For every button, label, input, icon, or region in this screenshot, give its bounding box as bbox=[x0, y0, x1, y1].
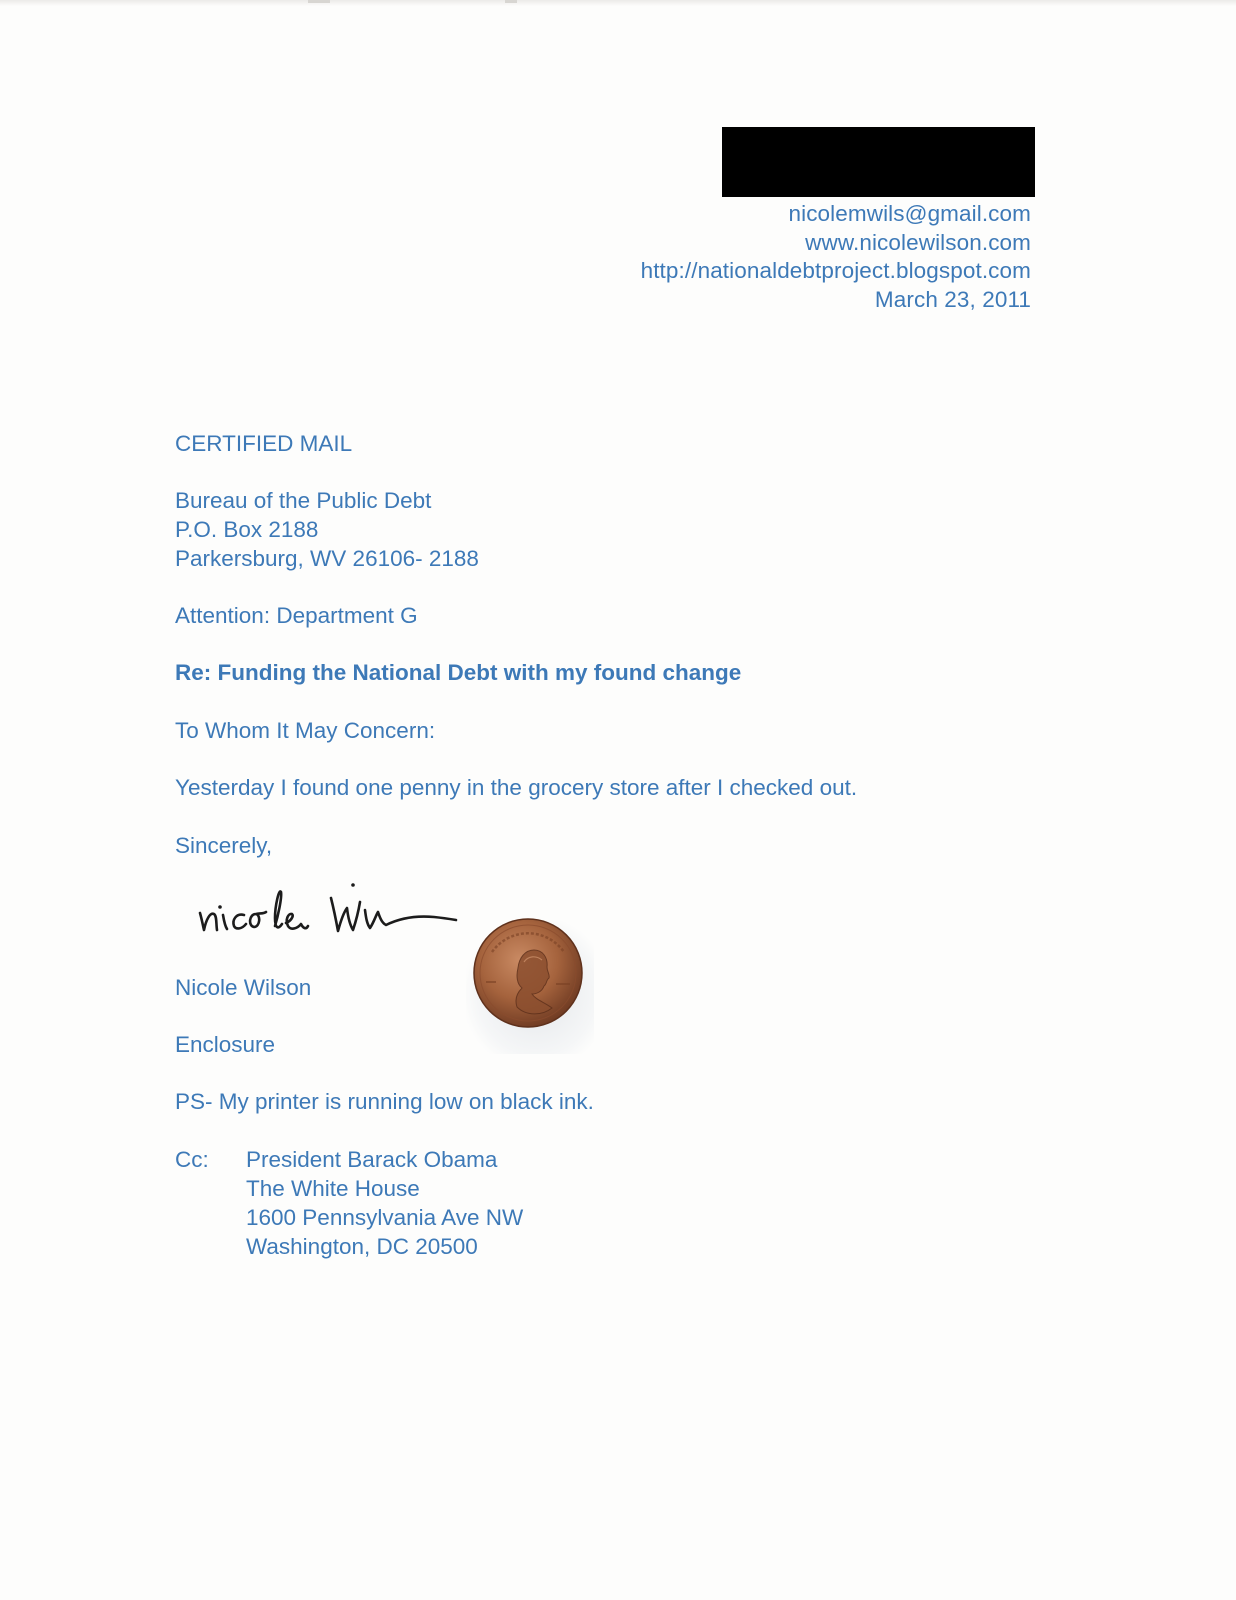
sender-website: www.nicolewilson.com bbox=[805, 229, 1031, 255]
signature-icon bbox=[190, 868, 470, 948]
recipient-line: Bureau of the Public Debt bbox=[175, 488, 432, 513]
sender-contact-block bbox=[641, 200, 1031, 314]
penny-photo bbox=[462, 912, 597, 1057]
scan-edge bbox=[0, 0, 1236, 6]
penny-coin-icon bbox=[462, 912, 597, 1057]
recipient-line: P.O. Box 2188 bbox=[175, 517, 319, 542]
letter-date: March 23, 2011 bbox=[874, 286, 1031, 312]
cc-line: Washington, DC 20500 bbox=[246, 1234, 478, 1259]
redaction-block bbox=[722, 127, 1035, 197]
subject-line: Re: Funding the National Debt with my found change bbox=[175, 660, 742, 685]
closing: Sincerely, bbox=[175, 833, 273, 858]
cc-line: 1600 Pennsylvania Ave NW bbox=[246, 1205, 524, 1230]
letter-body: Yesterday I found one penny in the grocery store after I checked out. bbox=[175, 775, 858, 800]
cc-label: Cc: bbox=[175, 1147, 209, 1172]
attention-line: Attention: Department G bbox=[175, 603, 418, 628]
sender-blog: http://nationaldebtproject.blogspot.com bbox=[640, 258, 1031, 283]
scan-mark bbox=[308, 0, 330, 3]
scan-mark bbox=[505, 0, 517, 3]
recipient-address bbox=[175, 486, 479, 573]
sender-email: nicolemwils@gmail.com bbox=[788, 201, 1031, 226]
signer-name: Nicole Wilson bbox=[175, 975, 312, 1000]
salutation: To Whom It May Concern: bbox=[175, 718, 436, 743]
cc-line: President Barack Obama bbox=[246, 1147, 498, 1172]
recipient-line: Parkersburg, WV 26106- 2188 bbox=[175, 546, 479, 571]
cc-line: The White House bbox=[246, 1176, 420, 1201]
cc-address bbox=[246, 1145, 523, 1261]
enclosure-note: Enclosure bbox=[175, 1032, 276, 1057]
mail-type: CERTIFIED MAIL bbox=[175, 431, 353, 456]
postscript: PS- My printer is running low on black ink. bbox=[175, 1089, 594, 1114]
